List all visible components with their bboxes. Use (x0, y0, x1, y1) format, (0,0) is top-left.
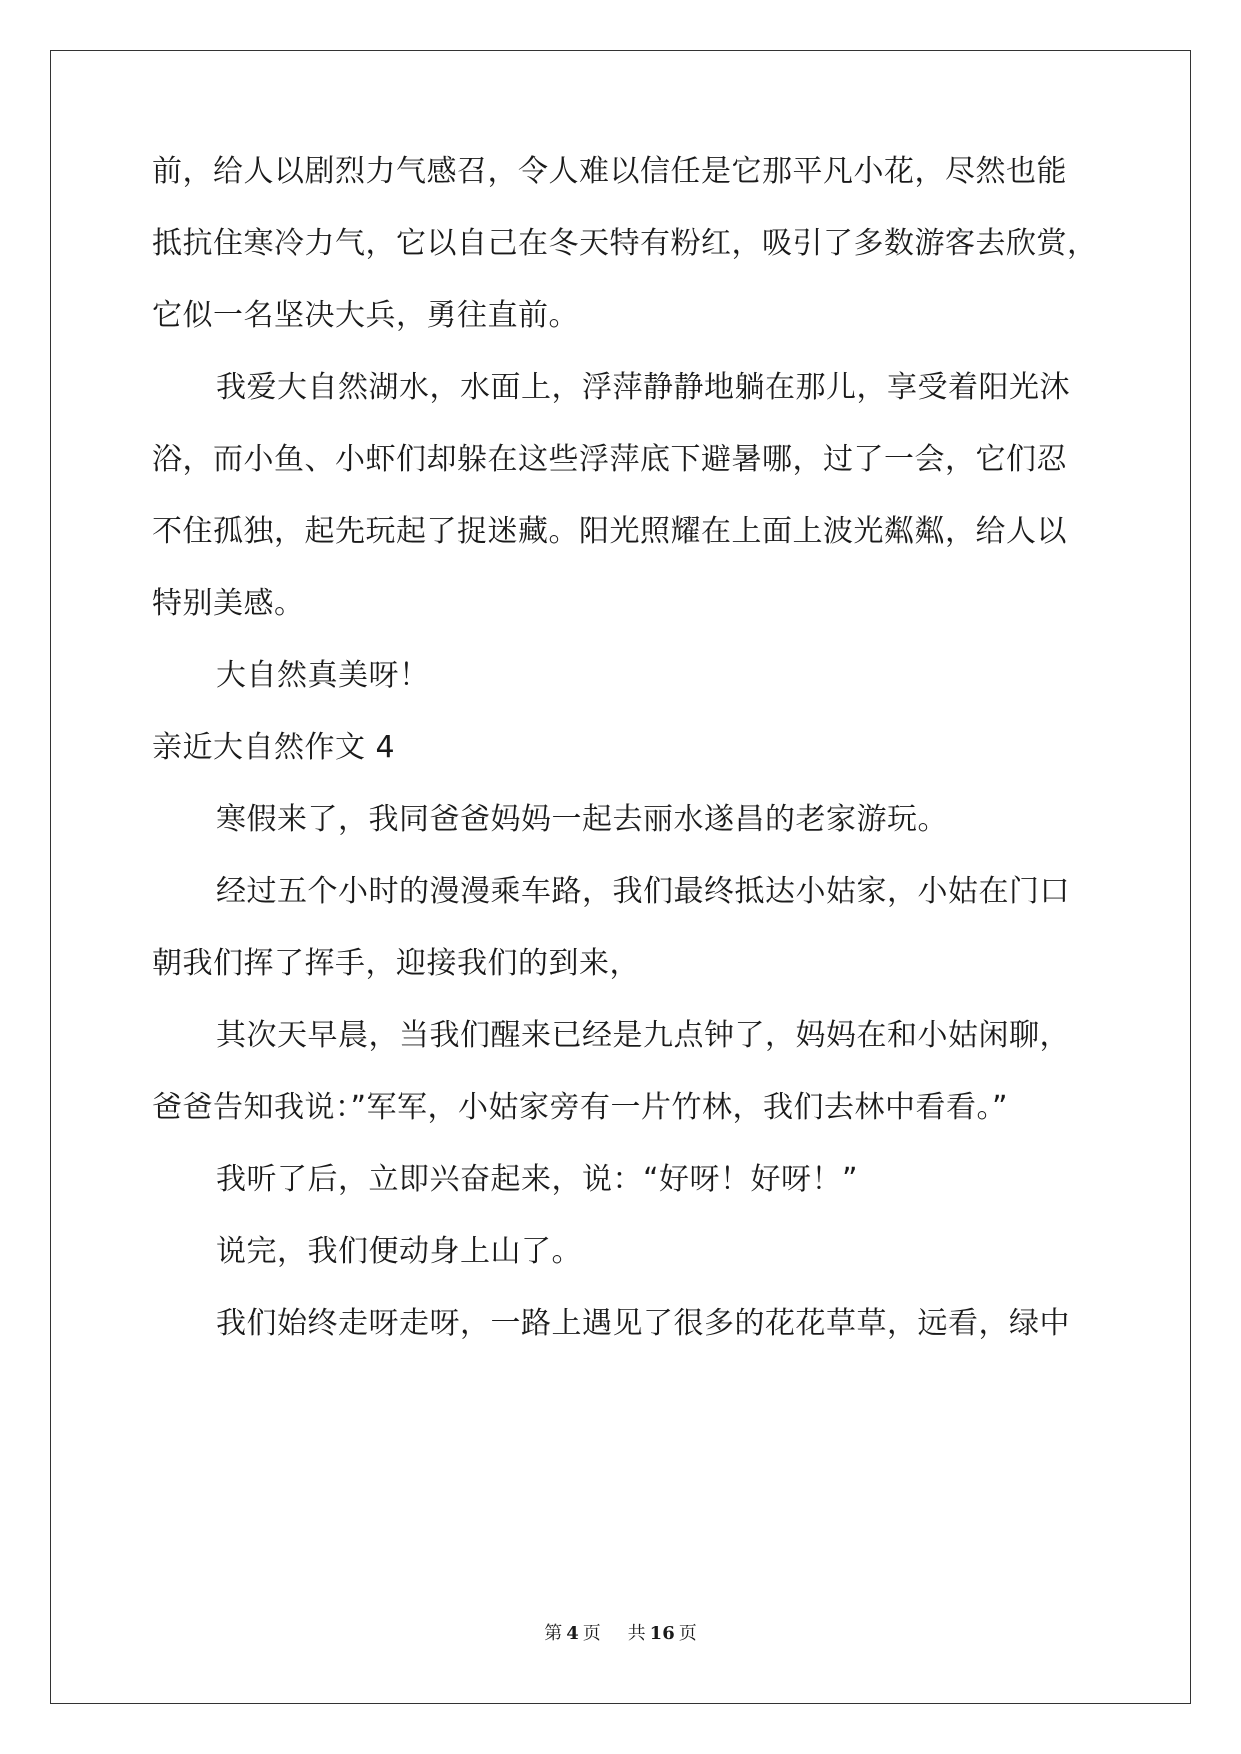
total-pages: 16 (649, 1623, 675, 1644)
text-line: 不住孤独，起先玩起了捉迷藏。阳光照耀在上面上波光粼粼，给人以 (152, 514, 1067, 549)
text-line: 我爱大自然湖水，水面上，浮萍静静地躺在那儿，享受着阳光沐 (216, 370, 1070, 405)
text-line: 我们始终走呀走呀，一路上遇见了很多的花花草草，远看，绿中 (216, 1306, 1070, 1341)
text-line: 特别美感。 (152, 586, 305, 621)
text-line: 寒假来了，我同爸爸妈妈一起去丽水遂昌的老家游玩。 (216, 802, 948, 837)
text-line: 经过五个小时的漫漫乘车路，我们最终抵达小姑家，小姑在门口 (216, 874, 1070, 909)
section-heading: 亲近大自然作文 4 (152, 730, 396, 765)
footer-total-prefix: 共 (627, 1623, 646, 1644)
text-line: 我听了后，立即兴奋起来，说：“好呀！好呀！” (216, 1162, 859, 1197)
footer-total-unit: 页 (678, 1623, 697, 1644)
text-line: 朝我们挥了挥手，迎接我们的到来， (152, 946, 640, 981)
page-number: 4 (566, 1623, 579, 1644)
text-line: 抵抗住寒冷力气，它以自己在冬天特有粉红，吸引了多数游客去欣赏， (152, 226, 1098, 261)
text-line: 说完，我们便动身上山了。 (216, 1234, 582, 1269)
text-line: 浴，而小鱼、小虾们却躲在这些浮萍底下避暑哪，过了一会，它们忍 (152, 442, 1067, 477)
text-line: 它似一名坚决大兵，勇往直前。 (152, 298, 579, 333)
text-line: 前，给人以剧烈力气感召，令人难以信任是它那平凡小花，尽然也能 (152, 154, 1067, 189)
text-line: 爸爸告知我说：”军军，小姑家旁有一片竹林，我们去林中看看。” (152, 1090, 1009, 1125)
text-line: 大自然真美呀！ (216, 658, 430, 693)
footer-page-unit: 页 (582, 1623, 601, 1644)
footer-prefix: 第 (544, 1623, 563, 1644)
text-line: 其次天早晨，当我们醒来已经是九点钟了，妈妈在和小姑闲聊， (216, 1018, 1070, 1053)
page-footer (0, 1622, 1241, 1646)
